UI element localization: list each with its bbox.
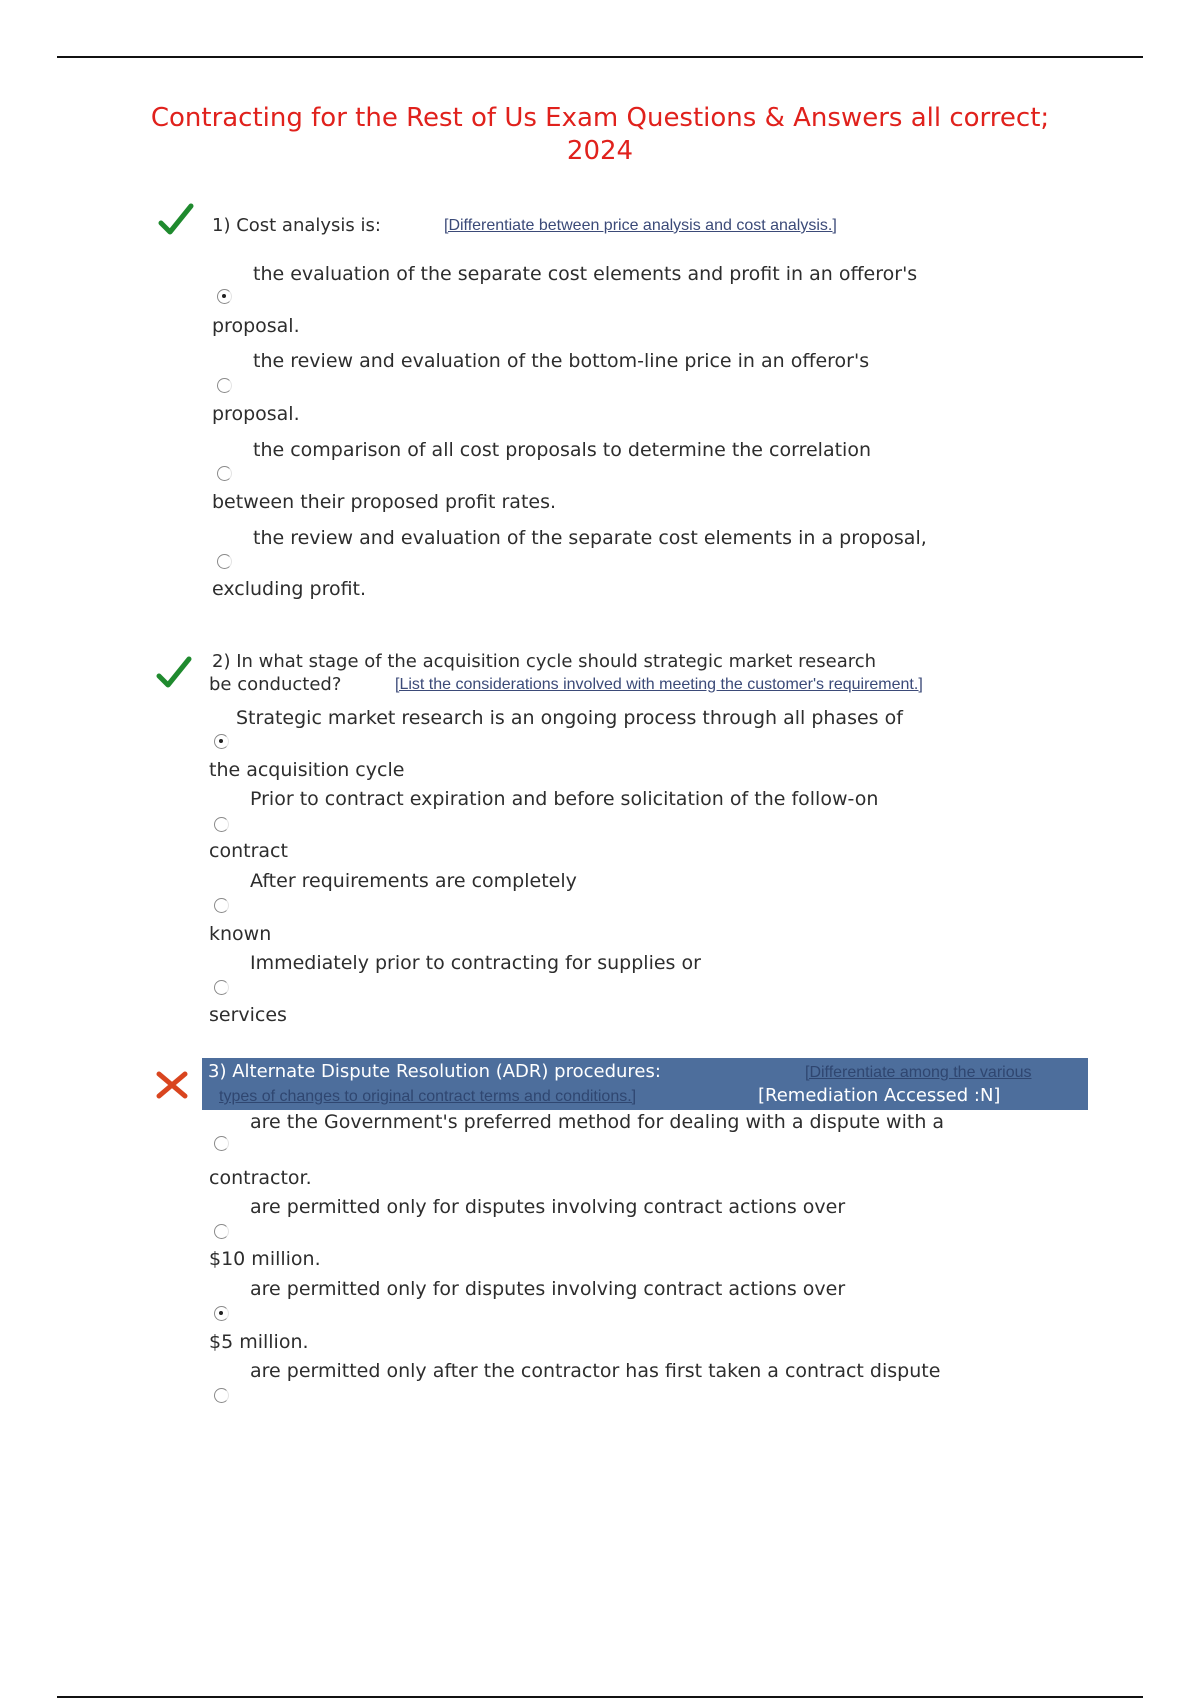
- q2-option-4-text-cont: services: [209, 1004, 287, 1026]
- remediation-status: [Remediation Accessed :N]: [758, 1085, 1001, 1106]
- q1-option-4-radio[interactable]: [217, 554, 232, 569]
- q1-option-1-text: the evaluation of the separate cost elements and profit in an offeror's: [253, 263, 918, 285]
- q2-option-3-text-cont: known: [209, 923, 272, 945]
- question-2-label-cont: be conducted?: [209, 674, 342, 695]
- q3-option-3-text: are permitted only for disputes involving contract actions over: [250, 1278, 846, 1300]
- q2-option-1-text: Strategic market research is an ongoing process through all phases of: [236, 707, 903, 729]
- q1-option-3-text: the comparison of all cost proposals to determine the correlation: [253, 439, 871, 461]
- question-1-topic-link[interactable]: [Differentiate between price analysis and cost analysis.]: [444, 217, 837, 234]
- q1-option-3-text-cont: between their proposed profit rates.: [212, 491, 557, 513]
- q3-option-3-text-cont: $5 million.: [209, 1331, 309, 1353]
- title-line-1: Contracting for the Rest of Us Exam Questions & Answers all correct;: [150, 103, 1050, 133]
- q2-option-2-text: Prior to contract expiration and before solicitation of the follow-on: [250, 788, 879, 810]
- q1-option-2-text-cont: proposal.: [212, 403, 300, 425]
- bottom-rule: [57, 1696, 1143, 1698]
- q2-option-3-text: After requirements are completely: [250, 870, 577, 892]
- question-3-topic-link-cont[interactable]: types of changes to original contract terms and conditions.]: [219, 1088, 637, 1105]
- q2-option-2-radio[interactable]: [214, 817, 229, 832]
- q3-option-2-text-cont: $10 million.: [209, 1248, 321, 1270]
- question-2-topic-link[interactable]: [List the considerations involved with meeting the customer's requirement.]: [395, 676, 923, 693]
- q3-option-4-text: are permitted only after the contractor has first taken a contract dispute: [250, 1360, 941, 1382]
- top-rule: [57, 56, 1143, 58]
- correct-check-icon: [158, 203, 194, 237]
- q2-option-4-text: Immediately prior to contracting for supplies or: [250, 952, 701, 974]
- q1-option-2-text: the review and evaluation of the bottom-line price in an offeror's: [253, 350, 870, 372]
- q3-option-2-text: are permitted only for disputes involving contract actions over: [250, 1196, 846, 1218]
- question-1-label: 1) Cost analysis is:: [212, 215, 381, 236]
- q3-option-1-radio[interactable]: [214, 1136, 229, 1151]
- q2-option-2-text-cont: contract: [209, 840, 288, 862]
- q2-option-3-radio[interactable]: [214, 898, 229, 913]
- q1-option-2-radio[interactable]: [217, 378, 232, 393]
- correct-check-icon: [156, 656, 192, 690]
- q3-option-4-radio[interactable]: [214, 1388, 229, 1403]
- document-title: [100, 102, 1100, 168]
- q3-option-1-text: are the Government's preferred method for dealing with a dispute with a: [250, 1111, 945, 1133]
- q1-option-4-text: the review and evaluation of the separate cost elements in a proposal,: [253, 527, 927, 549]
- q3-option-3-radio[interactable]: [214, 1306, 229, 1321]
- q3-option-2-radio[interactable]: [214, 1224, 229, 1239]
- q1-option-1-radio[interactable]: [217, 289, 232, 304]
- q3-option-1-text-cont: contractor.: [209, 1167, 312, 1189]
- question-2-label: 2) In what stage of the acquisition cycle should strategic market research: [212, 651, 877, 672]
- q1-option-1-text-cont: proposal.: [212, 315, 300, 337]
- q2-option-1-text-cont: the acquisition cycle: [209, 759, 405, 781]
- q2-option-1-radio[interactable]: [214, 734, 229, 749]
- q1-option-3-radio[interactable]: [217, 466, 232, 481]
- incorrect-cross-icon: [155, 1070, 189, 1100]
- q1-option-4-text-cont: excluding profit.: [212, 578, 367, 600]
- title-line-2: 2024: [566, 136, 634, 166]
- question-3-label: 3) Alternate Dispute Resolution (ADR) procedures:: [208, 1061, 661, 1082]
- question-3-topic-link[interactable]: [Differentiate among the various: [805, 1064, 1032, 1081]
- q2-option-4-radio[interactable]: [214, 980, 229, 995]
